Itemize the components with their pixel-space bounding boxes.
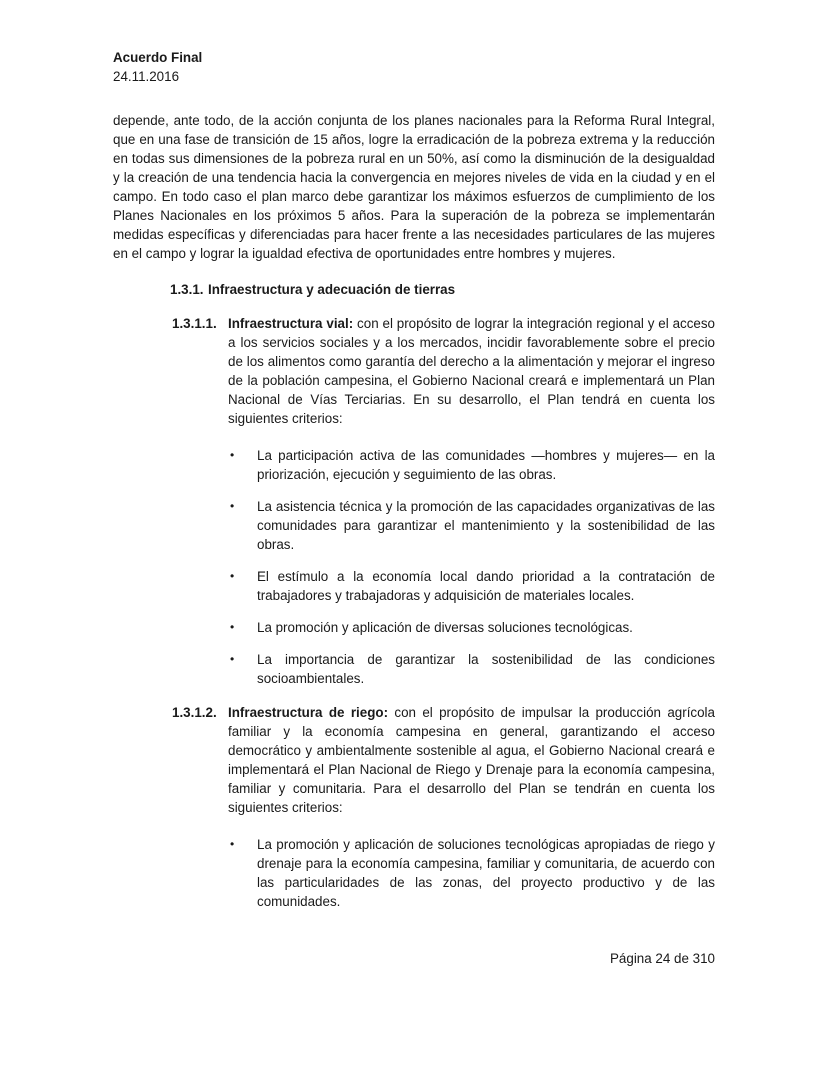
subsection-infraestructura-vial xyxy=(113,314,715,688)
subsection-title: Infraestructura de riego: xyxy=(228,705,389,720)
bullet-icon: • xyxy=(230,620,235,634)
list-item xyxy=(230,497,715,554)
document-title: Acuerdo Final xyxy=(113,50,203,65)
bullet-icon: • xyxy=(230,837,235,851)
bullet-icon: • xyxy=(230,448,235,462)
subsection-number: 1.3.1.1. xyxy=(172,316,217,331)
bullet-icon: • xyxy=(230,499,235,513)
section-heading xyxy=(170,280,715,299)
subsection-title: Infraestructura vial: xyxy=(228,316,354,331)
subsection-paragraph xyxy=(172,314,715,428)
subsection-paragraph xyxy=(172,703,715,817)
subsection-infraestructura-de-riego xyxy=(113,703,715,911)
bullet-text: La promoción y aplicación de soluciones tecnológicas apropiadas de riego y drenaje para la economía campesina, familiar y comunitaria, de acuerdo con las particularidades de las zonas, del proyecto productivo y de las comunidades. xyxy=(257,837,715,909)
bullet-icon: • xyxy=(230,652,235,666)
document-header xyxy=(113,48,715,86)
page-number: Página 24 de 310 xyxy=(610,951,715,966)
section-number: 1.3.1. xyxy=(170,282,204,297)
section-title: Infraestructura y adecuación de tierras xyxy=(208,282,456,297)
bullet-icon: • xyxy=(230,569,235,583)
bullet-text: La promoción y aplicación de diversas soluciones tecnológicas. xyxy=(257,620,633,635)
list-item xyxy=(230,567,715,605)
bullet-text: La asistencia técnica y la promoción de las capacidades organizativas de las comunidades para garantizar el mantenimiento y la sostenibilidad de las obras. xyxy=(257,499,715,552)
list-item xyxy=(230,835,715,911)
bullet-text: El estímulo a la economía local dando prioridad a la contratación de trabajadores y trabajadoras y adquisición de materiales locales. xyxy=(257,569,715,603)
document-date: 24.11.2016 xyxy=(113,69,180,84)
bullet-list xyxy=(113,835,715,911)
subsection-number: 1.3.1.2. xyxy=(172,705,217,720)
subsection-body: con el propósito de lograr la integración regional y el acceso a los servicios sociales y a los mercados, incidir favorablemente sobre el precio de los alimentos como garantía del derecho a la alimentación y mejorar el ingreso de la población campesina, el Gobierno Nacional creará e implementará un Plan Nacional de Vías Terciarias. En su desarrollo, el Plan tendrá en cuenta los siguientes criterios: xyxy=(228,316,715,426)
subsection-body: con el propósito de impulsar la producción agrícola familiar y la economía campesina en general, garantizando el acceso democrático y ambientalmente sostenible al agua, el Gobierno Nacional creará e implementará el Plan Nacional de Riego y Drenaje para la economía campesina, familiar y comunitaria. Para el desarrollo del Plan se tendrán en cuenta los siguientes criterios: xyxy=(228,705,715,815)
intro-paragraph: depende, ante todo, de la acción conjunta de los planes nacionales para la Reforma Rural Integral, que en una fase de transición de 15 años, logre la erradicación de la pobreza extrema y la reducción en todas sus dimensiones de la pobreza rural en un 50%, así como la disminución de la desigualdad y la creación de una tendencia hacia la convergencia en mejores niveles de vida en la ciudad y en el campo. En todo caso el plan marco debe garantizar los máximos esfuerzos de cumplimiento de los Planes Nacionales en los próximos 5 años. Para la superación de la pobreza se implementarán medidas específicas y diferenciadas para hacer frente a las necesidades particulares de las mujeres en el campo y lograr la igualdad efectiva de oportunidades entre hombres y mujeres. xyxy=(113,113,715,261)
list-item xyxy=(230,618,715,637)
bullet-list xyxy=(113,446,715,688)
bullet-text: La participación activa de las comunidades —hombres y mujeres— en la priorización, ejecución y seguimiento de las obras. xyxy=(257,448,715,482)
list-item xyxy=(230,446,715,484)
bullet-text: La importancia de garantizar la sostenibilidad de las condiciones socioambientales. xyxy=(257,652,715,686)
list-item xyxy=(230,650,715,688)
